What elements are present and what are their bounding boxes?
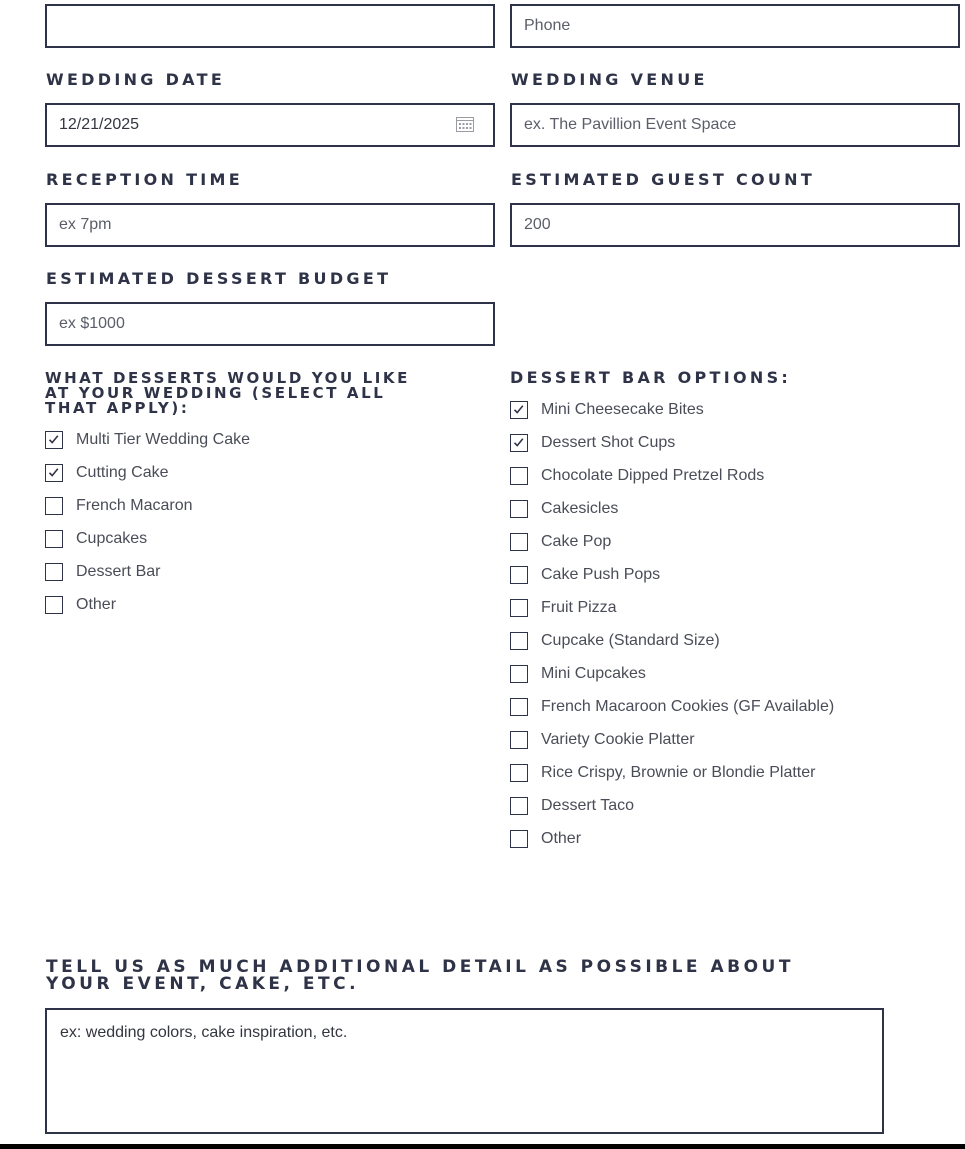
- details-textarea[interactable]: [45, 1008, 884, 1134]
- checkbox[interactable]: [45, 497, 63, 515]
- checkmark-icon: [512, 436, 525, 449]
- option-label: Dessert Taco: [541, 797, 635, 814]
- wedding-venue-field[interactable]: [510, 103, 960, 147]
- checkbox[interactable]: [510, 764, 528, 782]
- wedding-date-field[interactable]: [45, 103, 495, 147]
- option-label: Variety Cookie Platter: [541, 731, 695, 748]
- desserts-label-line: AT YOUR WEDDING (SELECT ALL: [45, 384, 386, 402]
- checkbox[interactable]: [510, 731, 528, 749]
- option-label: Fruit Pizza: [541, 599, 617, 616]
- desserts-label-line: WHAT DESSERTS WOULD YOU LIKE: [45, 369, 411, 387]
- option-label: Other: [541, 830, 582, 847]
- desserts-label: [45, 371, 410, 416]
- checkbox[interactable]: [510, 830, 528, 848]
- checkbox[interactable]: [510, 434, 528, 452]
- option-label: Cakesicles: [541, 500, 619, 517]
- option-label: Mini Cupcakes: [541, 665, 646, 682]
- details-label-line: YOUR EVENT, CAKE, ETC.: [46, 974, 360, 994]
- checkbox[interactable]: [510, 500, 528, 518]
- option-label: Cake Push Pops: [541, 566, 661, 583]
- bottom-border: [0, 1144, 965, 1149]
- checkbox[interactable]: [510, 599, 528, 617]
- checkbox[interactable]: [510, 665, 528, 683]
- option-label: Mini Cheesecake Bites: [541, 401, 704, 418]
- option-label: Rice Crispy, Brownie or Blondie Platter: [541, 764, 816, 781]
- wedding-venue-label: WEDDING VENUE: [511, 70, 708, 89]
- checkmark-icon: [47, 466, 60, 479]
- option-label: Cake Pop: [541, 533, 612, 550]
- checkbox[interactable]: [510, 533, 528, 551]
- guest-count-field[interactable]: [510, 203, 960, 247]
- option-label: Cupcakes: [76, 530, 148, 547]
- reception-time-field[interactable]: [45, 203, 495, 247]
- option-label: French Macaroon Cookies (GF Available): [541, 698, 835, 715]
- dessert-budget-label: ESTIMATED DESSERT BUDGET: [46, 269, 392, 288]
- checkbox[interactable]: [510, 566, 528, 584]
- checkmark-icon: [512, 403, 525, 416]
- checkbox[interactable]: [510, 797, 528, 815]
- checkbox[interactable]: [510, 698, 528, 716]
- checkbox[interactable]: [510, 632, 528, 650]
- checkbox[interactable]: [45, 563, 63, 581]
- contact-field[interactable]: [45, 4, 495, 48]
- checkbox[interactable]: [45, 530, 63, 548]
- checkbox[interactable]: [45, 431, 63, 449]
- option-label: Other: [76, 596, 117, 613]
- checkmark-icon: [47, 433, 60, 446]
- dessert-bar-label: DESSERT BAR OPTIONS:: [510, 368, 792, 387]
- checkbox[interactable]: [45, 596, 63, 614]
- option-label: Dessert Shot Cups: [541, 434, 676, 451]
- checkbox[interactable]: [45, 464, 63, 482]
- option-label: Dessert Bar: [76, 563, 161, 580]
- option-label: Cupcake (Standard Size): [541, 632, 720, 649]
- reception-time-label: RECEPTION TIME: [46, 170, 243, 189]
- details-label-line: TELL US AS MUCH ADDITIONAL DETAIL AS POSSIBLE ABOUT: [46, 957, 794, 977]
- option-label: Multi Tier Wedding Cake: [76, 431, 250, 448]
- option-label: French Macaron: [76, 497, 193, 514]
- option-label: Chocolate Dipped Pretzel Rods: [541, 467, 765, 484]
- option-label: Cutting Cake: [76, 464, 169, 481]
- details-label: [46, 959, 794, 993]
- phone-field[interactable]: [510, 4, 960, 48]
- guest-count-label: ESTIMATED GUEST COUNT: [511, 170, 816, 189]
- desserts-label-line: THAT APPLY):: [45, 399, 190, 417]
- wedding-date-label: WEDDING DATE: [46, 70, 226, 89]
- dessert-budget-field[interactable]: [45, 302, 495, 346]
- checkbox[interactable]: [510, 467, 528, 485]
- calendar-icon[interactable]: [456, 116, 474, 132]
- checkbox[interactable]: [510, 401, 528, 419]
